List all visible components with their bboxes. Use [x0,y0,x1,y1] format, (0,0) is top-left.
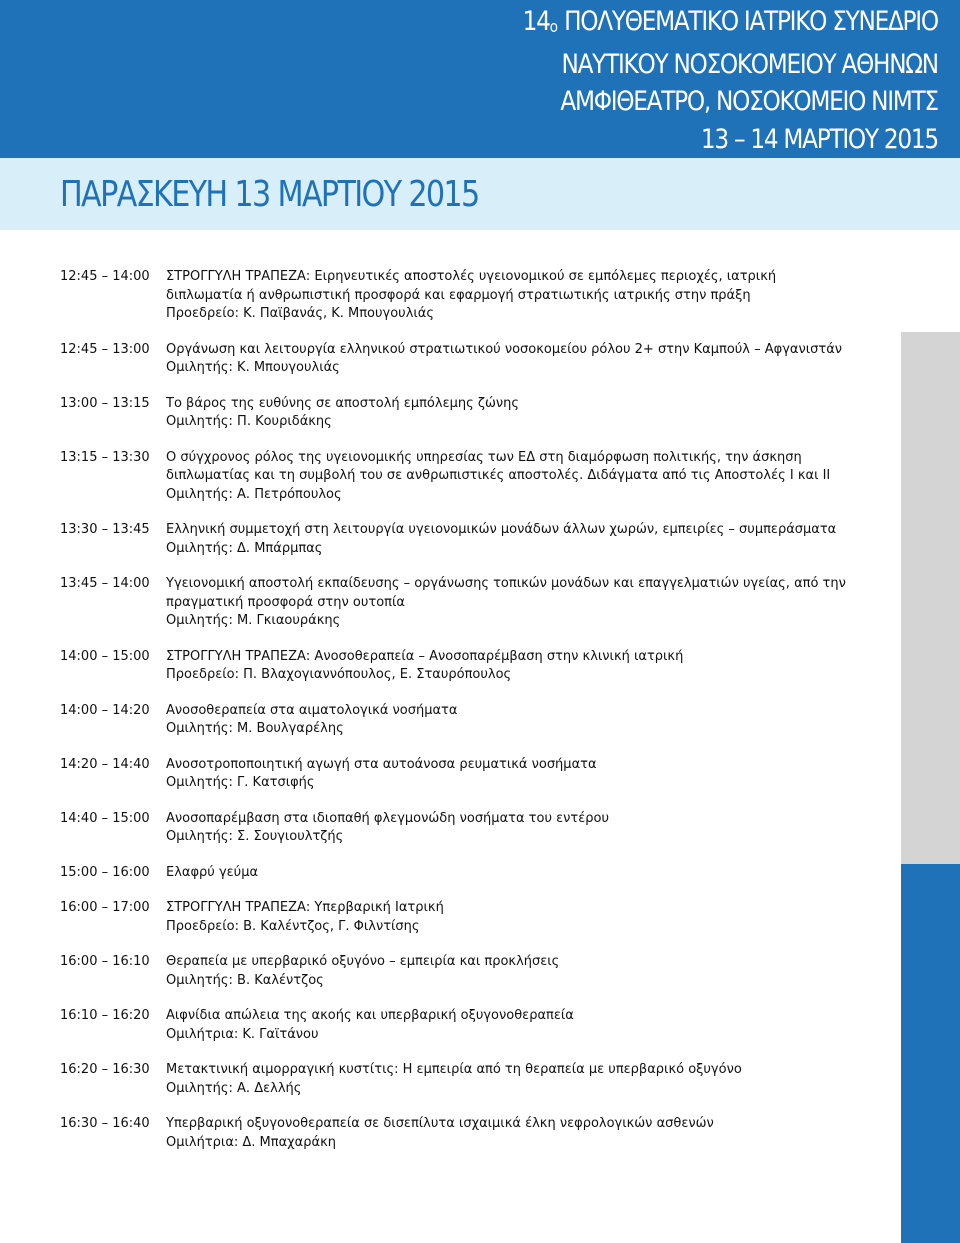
entry-title: Ελαφρύ γεύμα [166,864,259,880]
entry-title-continued: πραγματική προσφορά στην ουτοπία [166,594,405,610]
entry-title: Υγειονομική αποστολή εκπαίδευσης – οργάνωσης τοπικών μονάδων και επαγγελματιών υγείας, από την [166,576,846,591]
entry-speaker: Ομιλητής: Σ. Σουγιουλτζής [166,829,344,844]
entry-speaker: Ομιλητής: Μ. Γκιαουράκης [166,613,341,628]
entry-title: ΣΤΡΟΓΓΥΛΗ ΤΡΑΠΕΖΑ: Υπερβαρική Ιατρική [166,900,444,915]
entry-title: Μετακτινική αιμορραγική κυστίτις: Η εμπειρία από τη θεραπεία με υπερβαρικό οξυγόνο [166,1062,742,1077]
entry-time: 14:40 – 15:00 [60,810,150,826]
entry-time: 16:10 – 16:20 [60,1008,150,1023]
entry-title: Ανοσοθεραπεία στα αιματολογικά νοσήματα [166,702,458,718]
entry-title: Υπερβαρική οξυγονοθεραπεία σε δισεπίλυτα ισχαιμικά έλκη νεφρολογικών ασθενών [166,1116,714,1131]
entry-time: 14:00 – 14:20 [60,702,150,718]
entry-body [166,449,880,505]
entry-body [166,575,880,631]
entry-title: ΣΤΡΟΓΓΥΛΗ ΤΡΑΠΕΖΑ: Ανοσοθεραπεία – Ανοσοπαρέμβαση στην κλινική ιατρική [166,648,684,664]
schedule-entry [60,575,880,631]
entry-body [166,648,880,685]
side-accent-blue [901,864,960,1243]
entry-body [166,702,880,739]
entry-body [166,810,880,847]
entry-body [166,953,880,990]
entry-speaker: Ομιλήτρια: Δ. Μπαχαράκη [166,1134,336,1150]
schedule-entry [60,1061,880,1098]
entry-body [166,1061,880,1098]
entry-time: 16:00 – 16:10 [60,954,150,969]
schedule-entry [60,810,880,847]
entry-time: 13:45 – 14:00 [60,576,150,591]
schedule-list [60,268,880,1169]
entry-body [166,1007,880,1044]
entry-body [166,341,880,378]
entry-speaker: Ομιλητής: Μ. Βουλγαρέλης [166,721,344,736]
schedule-entry [60,395,880,432]
entry-title: Το βάρος της ευθύνης σε αποστολή εμπόλεμης ζώνης [166,395,519,411]
schedule-entry [60,756,880,793]
schedule-entry [60,702,880,739]
schedule-entry [60,268,880,324]
entry-speaker: Προεδρείο: Π. Βλαχογιαννόπουλος, Ε. Σταυρόπουλος [166,667,512,682]
schedule-entry [60,449,880,505]
entry-time: 15:00 – 16:00 [60,864,150,880]
entry-title: Οργάνωση και λειτουργία ελληνικού στρατιωτικού νοσοκομείου ρόλου 2+ στην Καμπούλ – Αφγανιστάν [166,341,843,357]
conference-header [523,3,938,158]
entry-time: 12:45 – 14:00 [60,269,150,284]
conference-venue: ΑΜΦΙΘΕΑΤΡΟ, ΝΟΣΟΚΟΜΕΙΟ ΝΙΜΤΣ [560,86,938,117]
entry-speaker: Ομιλητής: Β. Καλέντζος [166,972,324,988]
entry-body [166,395,880,432]
entry-body [166,756,880,793]
entry-time: 13:30 – 13:45 [60,522,150,537]
entry-speaker: Ομιλητής: Α. Πετρόπουλος [166,486,342,502]
schedule-entry [60,953,880,990]
entry-time: 13:15 – 13:30 [60,449,150,465]
schedule-entry [60,1115,880,1152]
entry-speaker: Προεδρείο: Κ. Παϊβανάς, Κ. Μπουγουλιάς [166,306,434,321]
entry-title: Ο σύγχρονος ρόλος της υγειονομικής υπηρεσίας των ΕΔ στη διαμόρφωση πολιτικής, την άσκηση [166,449,802,465]
entry-time: 14:20 – 14:40 [60,756,150,772]
entry-body [166,268,880,324]
entry-title: Θεραπεία με υπερβαρικό οξυγόνο – εμπειρία και προκλήσεις [166,954,560,969]
entry-body [166,521,880,558]
entry-time: 16:00 – 17:00 [60,900,150,915]
entry-body [166,899,880,936]
entry-title: Ανοσοπαρέμβαση στα ιδιοπαθή φλεγμονώδη νοσήματα του εντέρου [166,810,609,826]
schedule-entry [60,648,880,685]
entry-time: 13:00 – 13:15 [60,395,150,411]
entry-title: Ελληνική συμμετοχή στη λειτουργία υγειονομικών μονάδων άλλων χωρών, εμπειρίες – συμπεράσματα [166,522,837,537]
entry-title: Ανοσοτροποποιητική αγωγή στα αυτοάνοσα ρευματικά νοσήματα [166,756,597,772]
schedule-entry [60,1007,880,1044]
entry-body [166,864,880,883]
entry-speaker: Ομιλητής: Π. Κουριδάκης [166,414,332,429]
entry-title-continued: διπλωματίας και τη συμβολή του σε ανθρωπιστικές αποστολές. Διδάγματα από τις Αποστολές Ι και ΙΙ [166,468,831,483]
entry-speaker: Ομιλητής: Γ. Κατσιφής [166,775,315,790]
entry-time: 16:30 – 16:40 [60,1116,150,1131]
side-accent-grey [901,332,960,864]
schedule-entry [60,521,880,558]
conference-host: ΝΑΥΤΙΚΟΥ ΝΟΣΟΚΟΜΕΙΟΥ ΑΘΗΝΩΝ [561,48,938,80]
entry-body [166,1115,880,1152]
schedule-entry [60,864,880,883]
entry-time: 12:45 – 13:00 [60,341,150,357]
entry-time: 16:20 – 16:30 [60,1062,150,1077]
entry-speaker: Ομιλήτρια: Κ. Γαϊτάνου [166,1026,319,1042]
conference-title: $14_o$ ΠΟΛΥΘΕΜΑΤΙΚΟ ΙΑΤΡΙΚΟ ΣΥΝΕΔΡΙΟ [522,6,938,37]
entry-speaker: Ομιλητής: Α. Δελλής [166,1080,302,1096]
entry-speaker: Προεδρείο: Β. Καλέντζος, Γ. Φιλντίσης [166,918,420,934]
conference-dates: 13 – 14 ΜΑΡΤΙΟΥ 2015 [701,123,938,155]
schedule-entry [60,341,880,378]
day-title: ΠΑΡΑΣΚΕΥΗ 13 ΜΑΡΤΙΟΥ 2015 [60,174,479,215]
entry-title-continued: διπλωματία ή ανθρωπιστική προσφορά και εφαρμογή στρατιωτικής ιατρικής στην πράξη [166,287,751,303]
entry-title: Αιφνίδια απώλεια της ακοής και υπερβαρική οξυγονοθεραπεία [166,1008,574,1023]
entry-title: ΣΤΡΟΓΓΥΛΗ ΤΡΑΠΕΖΑ: Ειρηνευτικές αποστολές υγειονομικού σε εμπόλεμες περιοχές, ιατρική [166,269,777,284]
entry-speaker: Ομιλητής: Κ. Μπουγουλιάς [166,360,340,375]
entry-speaker: Ομιλητής: Δ. Μπάρμπας [166,540,323,556]
schedule-entry [60,899,880,936]
entry-time: 14:00 – 15:00 [60,648,150,664]
